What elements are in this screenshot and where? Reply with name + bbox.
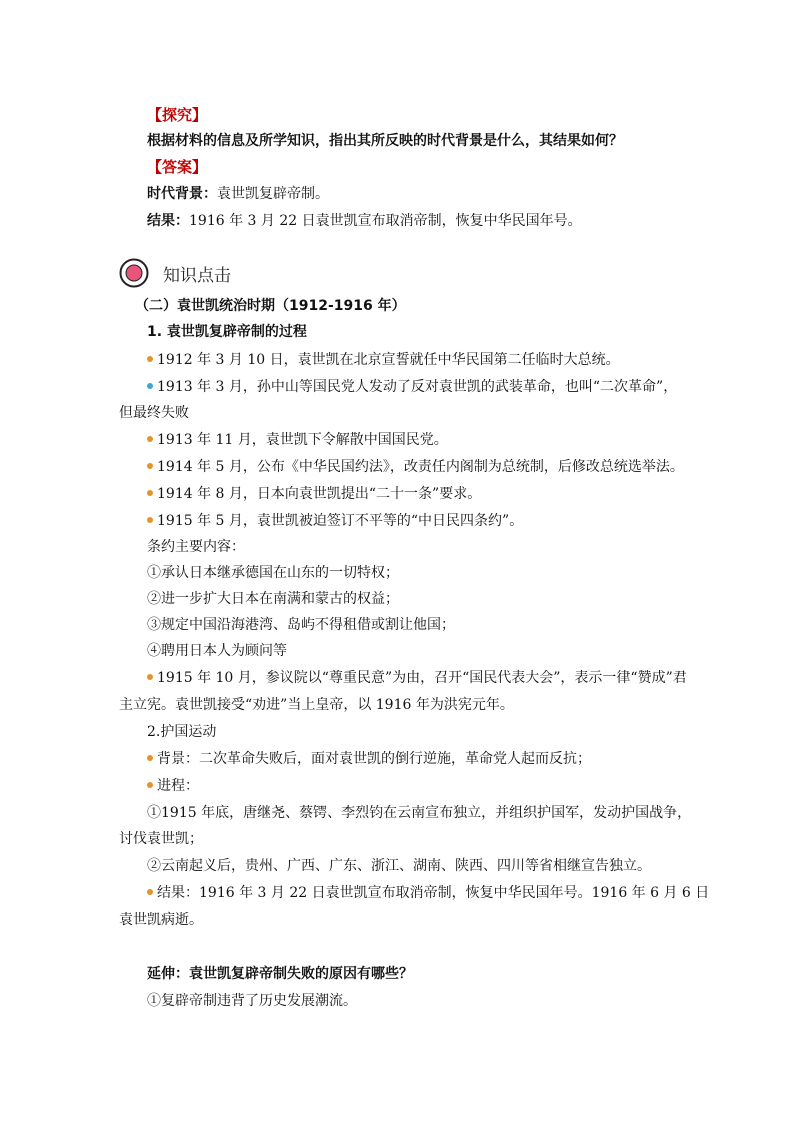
background-item: 背景：二次革命失败后，面对袁世凯的倒行逆施，革命党人起而反抗； — [147, 749, 591, 769]
subsection-1-title: 1. 袁世凯复辟帝制的过程 — [147, 324, 307, 340]
background-text: 袁世凯复辟帝制。 — [217, 186, 329, 202]
process-item: ②云南起义后，贵州、广西、广东、浙江、湖南、陕西、四川等省相继宣告独立。 — [147, 858, 651, 874]
result-label: 结果： — [147, 213, 189, 229]
bullet-dot-icon — [147, 356, 153, 362]
bullet-dot-icon — [147, 383, 153, 389]
extension-question: 延伸：袁世凯复辟帝制失败的原因有哪些？ — [147, 966, 413, 982]
process-item-continued: 讨伐袁世凯； — [119, 831, 203, 847]
treaty-item: ④聘用日本人为顾问等 — [147, 643, 287, 659]
event-item: 1914 年 5 月，公布《中华民国约法》，改责任内阁制为总统制，后修改总统选举法。 — [147, 457, 684, 477]
event-item: 1913 年 11 月，袁世凯下令解散中国国民党。 — [147, 430, 448, 450]
bullet-dot-icon — [147, 782, 153, 788]
bullet-dot-icon — [147, 490, 153, 496]
event-item: 1915 年 10 月，参议院以“尊重民意”为由，召开“国民代表大会”，表示一律“赞成”君 — [147, 668, 687, 688]
bullet-dot-icon — [147, 755, 153, 761]
process-item: ①1915 年底，唐继尧、蔡锷、李烈钧在云南宣布独立，并组织护国军，发动护国战争， — [147, 805, 692, 821]
section-title: （二）袁世凯统治时期（1912-1916 年） — [135, 298, 406, 314]
bullet-dot-icon — [147, 436, 153, 442]
event-item: 1914 年 8 月，日本向袁世凯提出“二十一条”要求。 — [147, 484, 481, 504]
event-item-continued: 主立宪。袁世凯接受“劝进”当上皇帝，以 1916 年为洪宪元年。 — [119, 697, 514, 713]
treaty-title: 条约主要内容： — [147, 539, 245, 555]
bullet-dot-icon — [147, 889, 153, 895]
extension-answer: ①复辟帝制违背了历史发展潮流。 — [147, 993, 357, 1009]
bullet-dot-icon — [147, 463, 153, 469]
bullet-dot-icon — [147, 674, 153, 680]
treaty-item: ②进一步扩大日本在南满和蒙古的权益； — [147, 591, 399, 607]
target-icon — [119, 258, 149, 288]
answer-label: 【答案】 — [147, 158, 208, 176]
event-item-continued: 但最终失败 — [119, 405, 189, 421]
process-label: 进程： — [147, 776, 199, 796]
bullet-dot-icon — [147, 517, 153, 523]
event-item: 1913 年 3 月，孙中山等国民党人发动了反对袁世凯的武装革命，也叫“二次革命”， — [147, 377, 677, 397]
answer-background — [147, 184, 329, 204]
event-item: 1915 年 5 月，袁世凯被迫签订不平等的“中日民四条约”。 — [147, 511, 523, 531]
knowledge-title: 知识点击 — [163, 266, 231, 286]
result-text: 1916 年 3 月 22 日袁世凯宣布取消帝制，恢复中华民国年号。 — [189, 213, 582, 229]
result-item-continued: 袁世凯病逝。 — [119, 912, 203, 928]
subsection-2-title: 2.护国运动 — [147, 724, 217, 740]
background-label: 时代背景： — [147, 186, 217, 202]
event-item: 1912 年 3 月 10 日，袁世凯在北京宣誓就任中华民国第二任临时大总统。 — [147, 350, 620, 370]
treaty-item: ③规定中国沿海港湾、岛屿不得租借或割让他国； — [147, 617, 455, 633]
treaty-item: ①承认日本继承德国在山东的一切特权； — [147, 565, 399, 581]
explore-question: 根据材料的信息及所学知识，指出其所反映的时代背景是什么，其结果如何？ — [147, 133, 623, 149]
result-item: 结果：1916 年 3 月 22 日袁世凯宣布取消帝制，恢复中华民国年号。1916 年 6 月 6 日 — [147, 883, 709, 903]
explore-label: 【探究】 — [147, 106, 208, 124]
answer-result — [147, 211, 582, 231]
